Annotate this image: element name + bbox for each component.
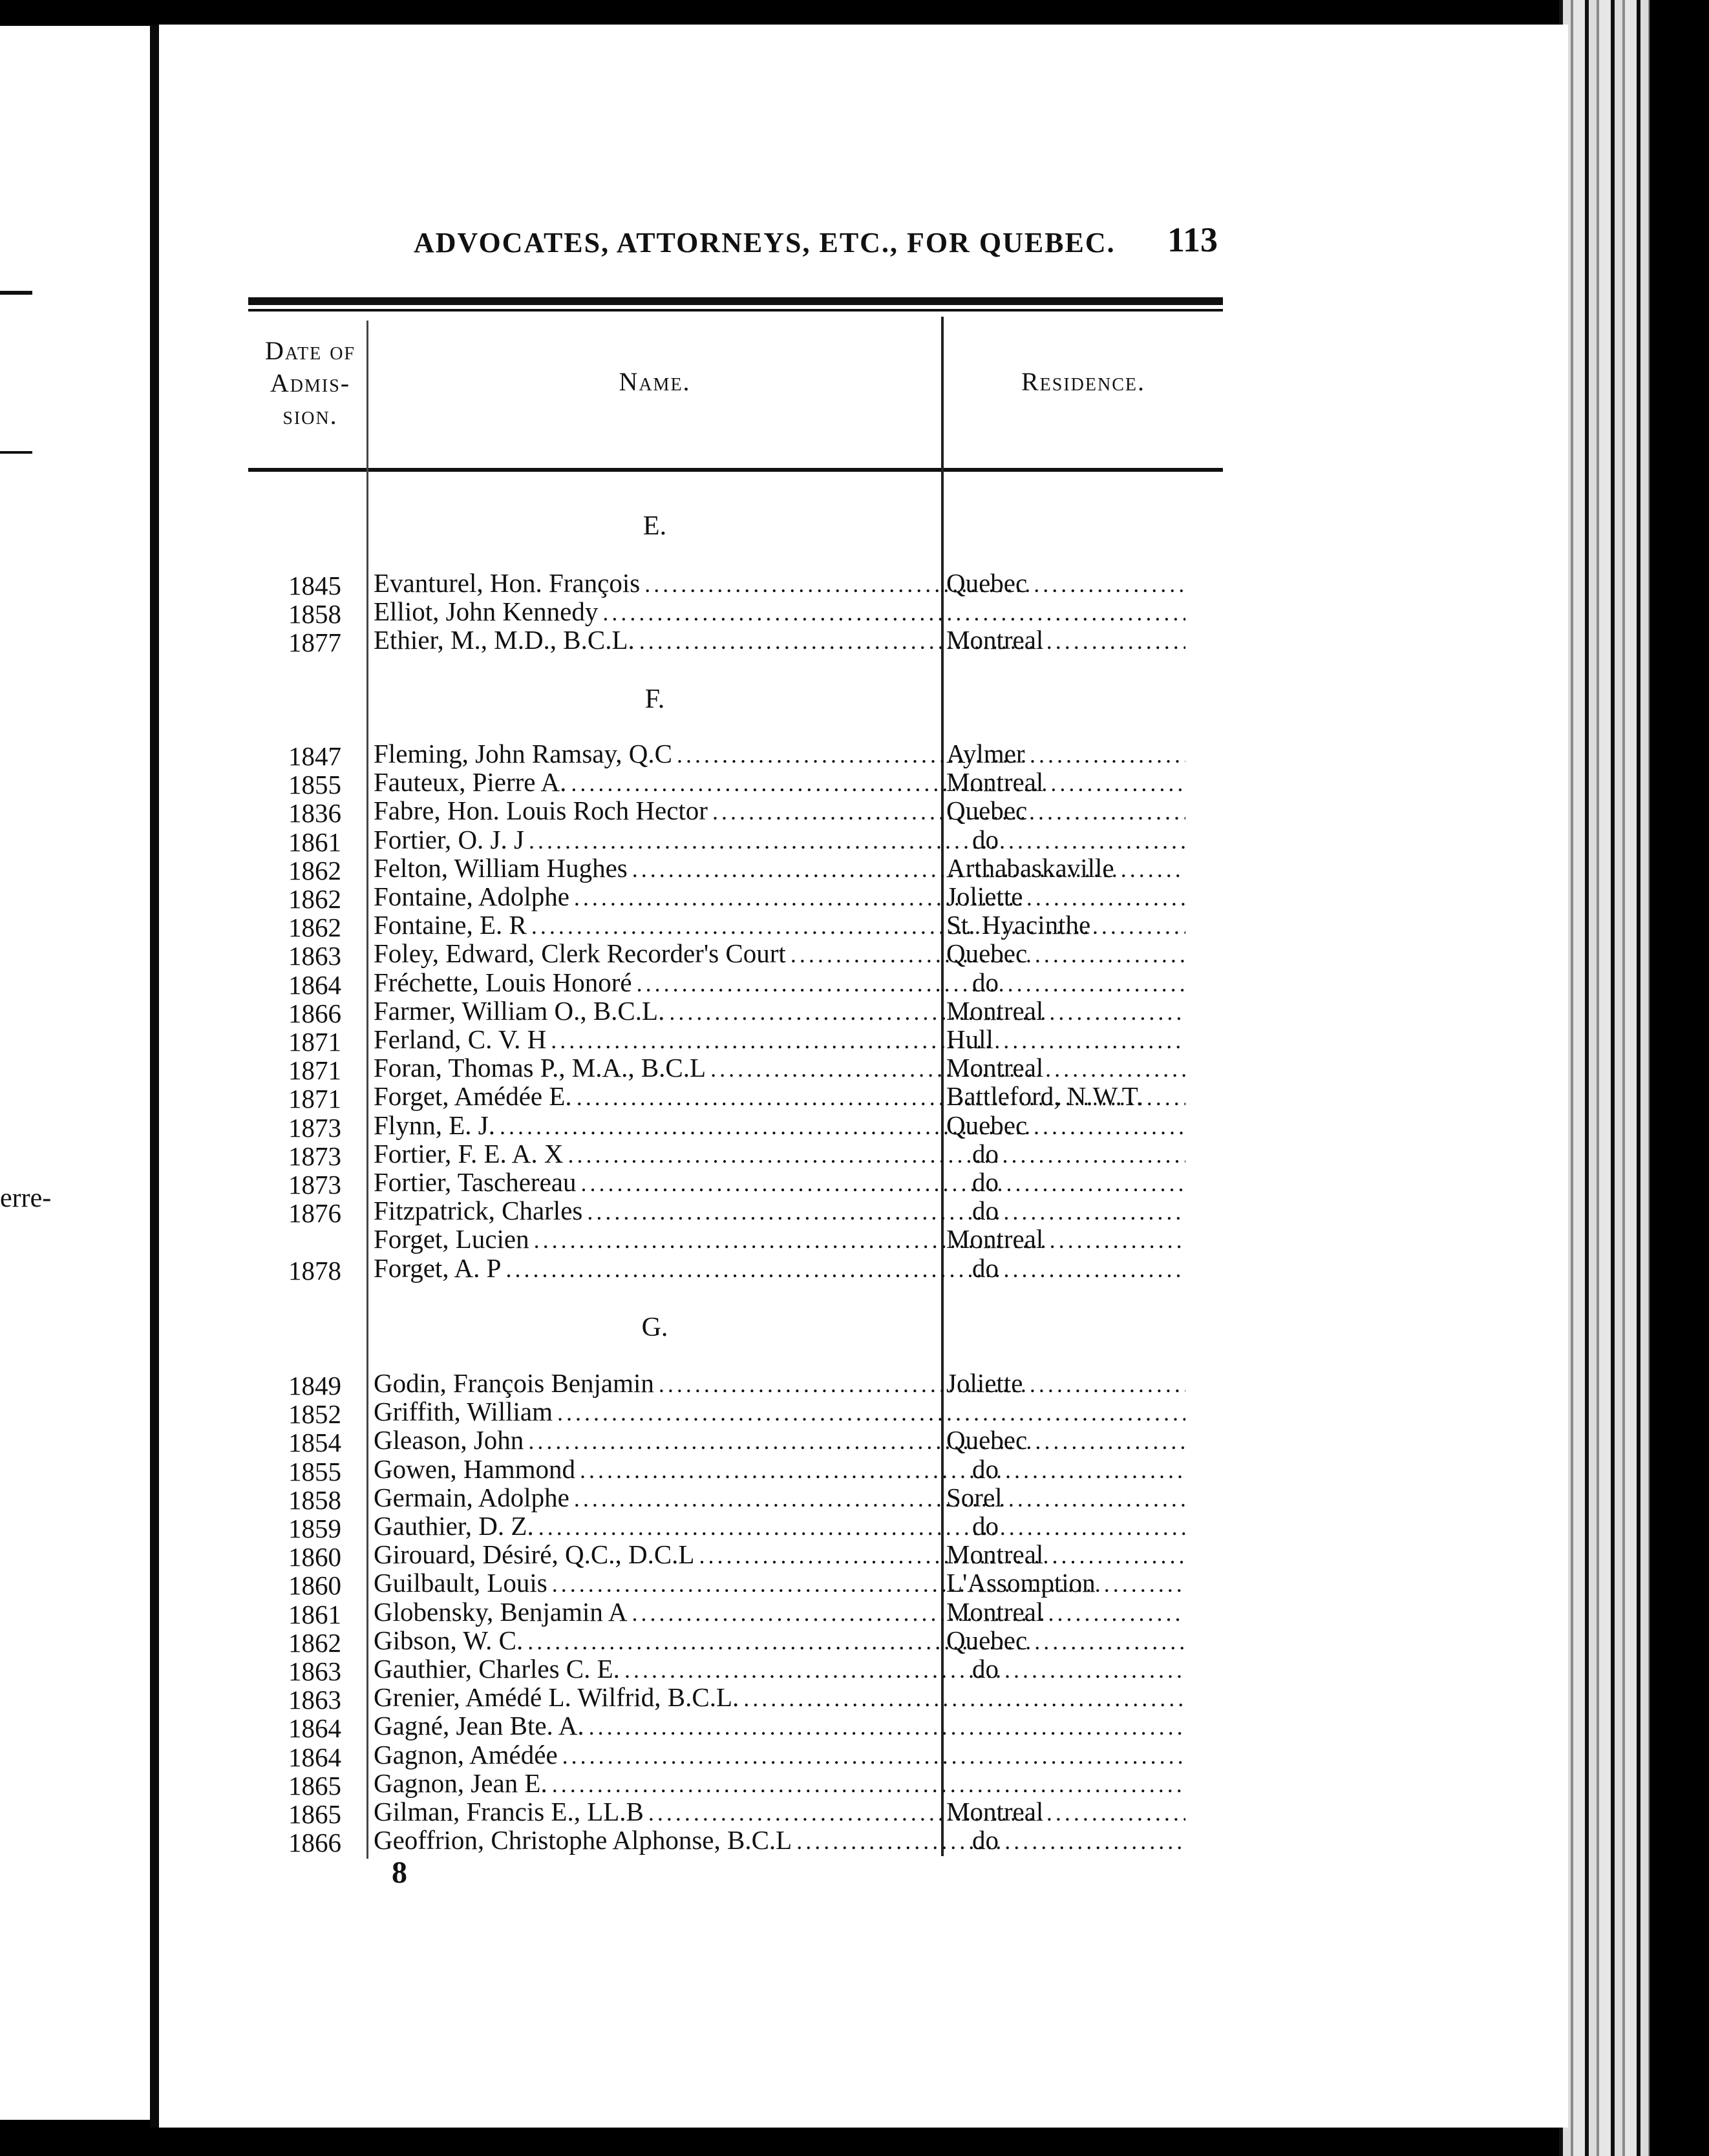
residence: L'Assomption — [946, 1568, 1096, 1598]
admission-year: 1860 — [288, 1542, 341, 1572]
facing-page — [0, 26, 153, 2120]
admission-year: 1863 — [288, 1656, 341, 1686]
residence: do — [972, 1511, 999, 1541]
advocate-name: Gauthier, D. Z. . . . — [374, 1512, 1185, 1541]
residence: Arthabaskaville — [946, 853, 1114, 883]
admission-year: 1858 — [288, 1485, 341, 1515]
admission-year: 1847 — [288, 741, 341, 771]
listing-row — [246, 1769, 1215, 1801]
residence: do — [972, 1454, 999, 1484]
advocate-name: Germain, Adolphe . . . — [374, 1483, 1185, 1513]
advocate-name: Foran, Thomas P., M.A., B.C.L . . . — [374, 1053, 1185, 1083]
admission-year: 1861 — [288, 827, 341, 857]
running-head: ADVOCATES, ATTORNEYS, ETC., FOR QUEBEC. — [414, 227, 1116, 259]
listing-row — [246, 1740, 1215, 1772]
admission-year: 1863 — [288, 941, 341, 971]
advocate-name: Globensky, Benjamin A . . . — [374, 1598, 1185, 1627]
listing-row — [246, 967, 1215, 1000]
listing-row — [246, 938, 1215, 971]
header-double-rule-thin — [248, 309, 1223, 312]
facing-page-rule — [0, 291, 32, 295]
listing-row — [246, 1797, 1215, 1829]
listing-row — [246, 910, 1215, 942]
listing-row — [246, 825, 1215, 857]
advocate-name: Fortier, O. J. J . . . — [374, 825, 1185, 855]
admission-year: 1852 — [288, 1399, 341, 1429]
admission-year: 1862 — [288, 884, 341, 914]
listing-row — [246, 1825, 1215, 1857]
admission-year: 1877 — [288, 628, 341, 657]
residence: do — [972, 967, 999, 997]
listing-row — [246, 1539, 1215, 1572]
listing-row — [246, 1511, 1215, 1543]
admission-year: 1859 — [288, 1514, 341, 1543]
listing-row — [246, 625, 1215, 657]
listing-row — [246, 853, 1215, 885]
listing-row — [246, 1597, 1215, 1629]
listing-row — [246, 1253, 1215, 1285]
admission-year: 1861 — [288, 1600, 341, 1629]
admission-year: 1865 — [288, 1799, 341, 1829]
residence: Quebec — [946, 938, 1028, 968]
admission-year: 1862 — [288, 856, 341, 885]
residence: Hull — [946, 1024, 993, 1054]
residence: do — [972, 1139, 999, 1168]
listing-row — [246, 1425, 1215, 1457]
advocate-name: Fitzpatrick, Charles . . . — [374, 1196, 1185, 1226]
admission-year: 1873 — [288, 1141, 341, 1171]
admission-year: 1864 — [288, 1713, 341, 1743]
advocate-name: Forget, Amédée E. . . . — [374, 1082, 1185, 1112]
header-double-rule — [248, 297, 1223, 305]
admission-year: 1864 — [288, 1742, 341, 1772]
residence: do — [972, 1654, 999, 1684]
listing-row — [246, 1167, 1215, 1200]
advocate-name: Gagnon, Jean E. . . . — [374, 1769, 1185, 1799]
admission-year: 1864 — [288, 970, 341, 1000]
admission-year: 1849 — [288, 1371, 341, 1400]
section-letter: E. — [642, 511, 667, 541]
listing-row — [246, 796, 1215, 828]
advocate-name: Fauteux, Pierre A. . . . — [374, 768, 1185, 798]
residence: Sorel — [946, 1483, 1003, 1512]
column-heading-rule — [248, 468, 1223, 472]
admission-year: 1862 — [288, 1628, 341, 1658]
residence: Quebec — [946, 796, 1028, 825]
admission-year: 1878 — [288, 1256, 341, 1285]
listing-row — [246, 1711, 1215, 1743]
admission-year: 1871 — [288, 1084, 341, 1114]
admission-year: 1871 — [288, 1027, 341, 1057]
admission-year: 1860 — [288, 1570, 341, 1600]
advocate-name: Ferland, C. V. H . . . — [374, 1025, 1185, 1055]
advocate-name: Gilman, Francis E., LL.B . . . — [374, 1797, 1185, 1827]
admission-year: 1871 — [288, 1055, 341, 1085]
residence: Quebec — [946, 1425, 1028, 1455]
listing-row — [246, 1368, 1215, 1400]
residence: Montreal — [946, 996, 1044, 1026]
column-heading-residence: Residence. — [1021, 367, 1145, 396]
advocate-name: Foley, Edward, Clerk Recorder's Court . . . — [374, 939, 1185, 969]
residence: Montreal — [946, 1053, 1044, 1083]
admission-year: 1866 — [288, 1828, 341, 1857]
listing-row — [246, 1654, 1215, 1686]
advocate-name: Grenier, Amédé L. Wilfrid, B.C.L. . . . — [374, 1683, 1185, 1713]
listing-row — [246, 1225, 1215, 1253]
admission-year: 1855 — [288, 1457, 341, 1486]
advocate-name: Fabre, Hon. Louis Roch Hector . . . — [374, 796, 1185, 826]
advocate-name: Girouard, Désiré, Q.C., D.C.L . . . — [374, 1540, 1185, 1570]
residence: do — [972, 825, 999, 854]
listing-row — [246, 1110, 1215, 1143]
residence: Quebec — [946, 568, 1028, 598]
advocate-name: Fontaine, E. R . . . — [374, 911, 1185, 940]
advocate-name: Ethier, M., M.D., B.C.L. . . . — [374, 626, 1185, 655]
residence: do — [972, 1167, 999, 1197]
advocate-name: Godin, François Benjamin . . . — [374, 1369, 1185, 1399]
residence: do — [972, 1825, 999, 1855]
advocate-name: Geoffrion, Christophe Alphonse, B.C.L . . . — [374, 1826, 1185, 1855]
residence: Aylmer — [946, 739, 1025, 768]
scan-background — [1650, 0, 1709, 2156]
admission-year: 1873 — [288, 1113, 341, 1143]
advocate-name: Fontaine, Adolphe . . . — [374, 882, 1185, 912]
column-heading-name: Name. — [619, 367, 691, 396]
residence: Quebec — [946, 1625, 1028, 1655]
page-number: 113 — [1167, 220, 1218, 259]
admission-year: 1858 — [288, 599, 341, 629]
residence: Joliette — [946, 882, 1023, 911]
residence: Montreal — [946, 1539, 1044, 1569]
advocate-name: Felton, William Hughes . . . — [374, 854, 1185, 883]
listing-row — [246, 597, 1215, 629]
listing-row — [246, 1483, 1215, 1515]
admission-year: 1866 — [288, 999, 341, 1028]
admission-year: 1836 — [288, 798, 341, 828]
residence: Montreal — [946, 625, 1044, 655]
residence: St. Hyacinthe — [946, 910, 1091, 940]
advocate-name: Fréchette, Louis Honoré . . . — [374, 968, 1185, 998]
residence: Montreal — [946, 1224, 1044, 1254]
listing-row — [246, 1196, 1215, 1228]
section-letter: F. — [644, 684, 665, 714]
listing-row — [246, 1568, 1215, 1600]
listing-row — [246, 996, 1215, 1028]
advocate-name: Gagné, Jean Bte. A. . . . — [374, 1711, 1185, 1741]
advocate-name: Gagnon, Amédée . . . — [374, 1740, 1185, 1770]
listing-row — [246, 882, 1215, 914]
listing-row — [246, 1683, 1215, 1715]
residence: Battleford, N.W.T. — [946, 1081, 1143, 1111]
advocate-name: Forget, A. P . . . — [374, 1254, 1185, 1284]
advocate-name: Elliot, John Kennedy . . . — [374, 597, 1185, 627]
advocate-name: Gleason, John . . . — [374, 1426, 1185, 1455]
admission-year: 1854 — [288, 1428, 341, 1457]
listing-row — [246, 1139, 1215, 1171]
residence: Quebec — [946, 1110, 1028, 1140]
listing-row — [246, 1454, 1215, 1486]
admission-year: 1873 — [288, 1170, 341, 1200]
residence: do — [972, 1196, 999, 1225]
listing-row — [246, 767, 1215, 799]
advocate-name: Flynn, E. J. . . . — [374, 1111, 1185, 1141]
advocate-name: Gibson, W. C. . . . — [374, 1626, 1185, 1656]
advocate-name: Fleming, John Ramsay, Q.C . . . — [374, 739, 1185, 769]
admission-year: 1845 — [288, 571, 341, 600]
facing-page-rule — [0, 451, 32, 454]
advocate-name: Guilbault, Louis . . . — [374, 1569, 1185, 1598]
listing-row — [246, 1024, 1215, 1057]
advocate-name: Evanturel, Hon. François . . . — [374, 569, 1185, 598]
admission-year: 1855 — [288, 770, 341, 799]
listing-row — [246, 1397, 1215, 1429]
listing-row — [246, 1081, 1215, 1114]
admission-year: 1862 — [288, 913, 341, 942]
admission-year: 1876 — [288, 1198, 341, 1228]
admission-year: 1863 — [288, 1685, 341, 1715]
residence: Montreal — [946, 1597, 1044, 1627]
printer-signature-mark: 8 — [392, 1855, 407, 1890]
residence: Joliette — [946, 1368, 1023, 1398]
advocate-name: Fortier, Taschereau . . . — [374, 1168, 1185, 1198]
advocate-name: Forget, Lucien . . . — [374, 1225, 1185, 1254]
advocate-name: Gowen, Hammond . . . — [374, 1455, 1185, 1485]
advocate-name: Farmer, William O., B.C.L. . . . — [374, 997, 1185, 1026]
advocate-name: Gauthier, Charles C. E. . . . — [374, 1654, 1185, 1684]
advocate-name: Fortier, F. E. A. X . . . — [374, 1139, 1185, 1169]
listing-row — [246, 1625, 1215, 1658]
facing-page-text-fragment: erre- — [0, 1183, 52, 1213]
residence: Montreal — [946, 767, 1044, 797]
residence: Montreal — [946, 1797, 1044, 1826]
listing-row — [246, 1053, 1215, 1085]
listing-row — [246, 739, 1215, 771]
residence: do — [972, 1253, 999, 1283]
column-heading-date: Date of Admis-sion. — [264, 336, 356, 430]
section-letter: G. — [641, 1313, 668, 1342]
listing-row — [246, 568, 1215, 600]
advocate-name: Griffith, William . . . — [374, 1397, 1185, 1427]
admission-year: 1865 — [288, 1771, 341, 1801]
